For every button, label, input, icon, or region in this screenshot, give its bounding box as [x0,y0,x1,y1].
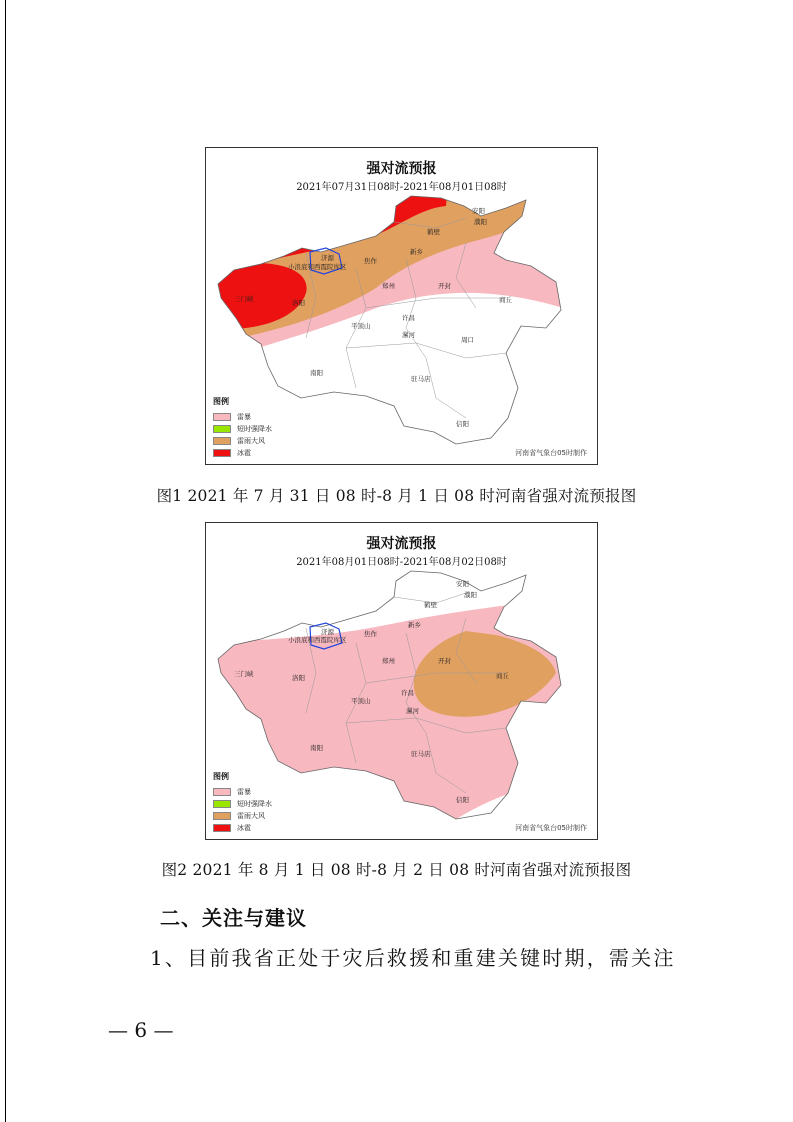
legend-label: 雷暴 [237,412,251,421]
city-label-luoyang: 洛阳 [292,674,305,682]
city-label-hebi: 鹤壁 [424,601,437,609]
city-label-zhengzhou: 郑州 [382,657,395,665]
legend-item-thunderstorm [213,411,272,422]
city-label-xuchang: 许昌 [402,314,415,322]
city-label-xiaolangdi: 小浪底和西霞院库区 [288,263,347,271]
legend-swatch [213,449,231,457]
city-label-xinyang: 信阳 [456,420,469,428]
legend-swatch [213,824,231,832]
legend-label: 冰雹 [237,823,251,832]
city-label-jiaozuo: 焦作 [364,630,377,638]
legend-swatch [213,425,231,433]
legend-swatch [213,800,231,808]
city-label-sanmenxia: 三门峡 [234,670,254,678]
legend-title: 图例 [213,772,229,781]
city-label-xinyang: 信阳 [456,796,469,804]
legend-swatch [213,812,231,820]
city-label-pingdingshan: 平顶山 [351,697,371,705]
page-left-border [5,0,6,1122]
map-subtitle: 2021年08月01日08时-2021年08月02日08时 [296,557,507,568]
body-paragraph: 1、目前我省正处于灾后救援和重建关键时期，需关注 [150,946,676,970]
legend-item-short-heavy-rain [213,423,272,434]
legend-label: 雷雨大风 [237,436,265,445]
city-label-zhumadian: 驻马店 [411,750,431,758]
map-legend [213,396,272,459]
city-label-nanyang: 南阳 [310,369,323,377]
map-subtitle: 2021年07月31日08时-2021年08月01日08时 [296,182,507,193]
city-label-jiaozuo: 焦作 [364,257,377,265]
city-label-shangqiu: 商丘 [496,672,509,680]
city-label-sanmenxia: 三门峡 [234,295,254,303]
city-label-anyang: 安阳 [472,207,485,215]
city-label-kaifeng: 开封 [438,282,451,290]
city-label-luoyang: 洛阳 [292,299,305,307]
map-title: 强对流预报 [366,536,437,552]
city-label-hebi: 鹤壁 [427,228,440,236]
city-label-zhumadian: 驻马店 [411,375,431,383]
city-label-jiyuan: 济源 [321,628,334,636]
legend-label: 短时强降水 [237,424,272,433]
city-label-xinxiang: 新乡 [408,621,421,629]
legend-label: 冰雹 [237,448,251,457]
figure-caption-2: 图2 2021 年 8 月 1 日 08 时-8 月 2 日 08 时河南省强对流预报图 [161,861,632,879]
page-number: — 6 — [108,1018,174,1042]
legend-item-short-heavy-rain [213,798,272,809]
city-label-shangqiu: 商丘 [499,296,512,304]
map-title: 强对流预报 [366,161,437,177]
legend-label: 雷暴 [237,787,251,796]
forecast-map-1 [205,147,598,465]
city-label-pingdingshan: 平顶山 [351,322,371,330]
legend-item-thunderstorm [213,786,272,797]
section-heading: 二、关注与建议 [160,906,307,930]
city-label-jiyuan: 济源 [321,254,334,262]
legend-item-hail [213,447,272,458]
map-credit: 河南省气象台05时制作 [515,449,587,457]
city-label-nanyang: 南阳 [310,744,323,752]
city-label-xiaolangdi: 小浪底和西霞院库区 [288,636,347,644]
legend-label: 短时强降水 [237,799,272,808]
city-label-puyang: 濮阳 [464,591,477,599]
city-label-kaifeng: 开封 [438,657,451,665]
map-legend [213,771,272,834]
city-label-anyang: 安阳 [456,580,469,588]
city-label-luohe: 漯河 [406,707,419,715]
forecast-map-2 [205,522,598,840]
city-label-luohe: 漯河 [402,331,415,339]
legend-label: 雷雨大风 [237,811,265,820]
legend-title: 图例 [213,397,229,406]
legend-swatch [213,413,231,421]
map-credit: 河南省气象台05时制作 [515,824,587,832]
legend-swatch [213,437,231,445]
city-label-puyang: 濮阳 [474,218,487,226]
legend-item-hail [213,822,272,833]
city-label-xinxiang: 新乡 [410,248,423,256]
city-label-zhoukou: 周口 [461,336,474,344]
legend-item-thunderstorm-gale [213,810,272,821]
legend-swatch [213,788,231,796]
figure-caption-1: 图1 2021 年 7 月 31 日 08 时-8 月 1 日 08 时河南省强对流预报图 [156,487,637,505]
city-label-xuchang: 许昌 [401,689,414,697]
city-label-zhengzhou: 郑州 [382,282,395,290]
legend-item-thunderstorm-gale [213,435,272,446]
